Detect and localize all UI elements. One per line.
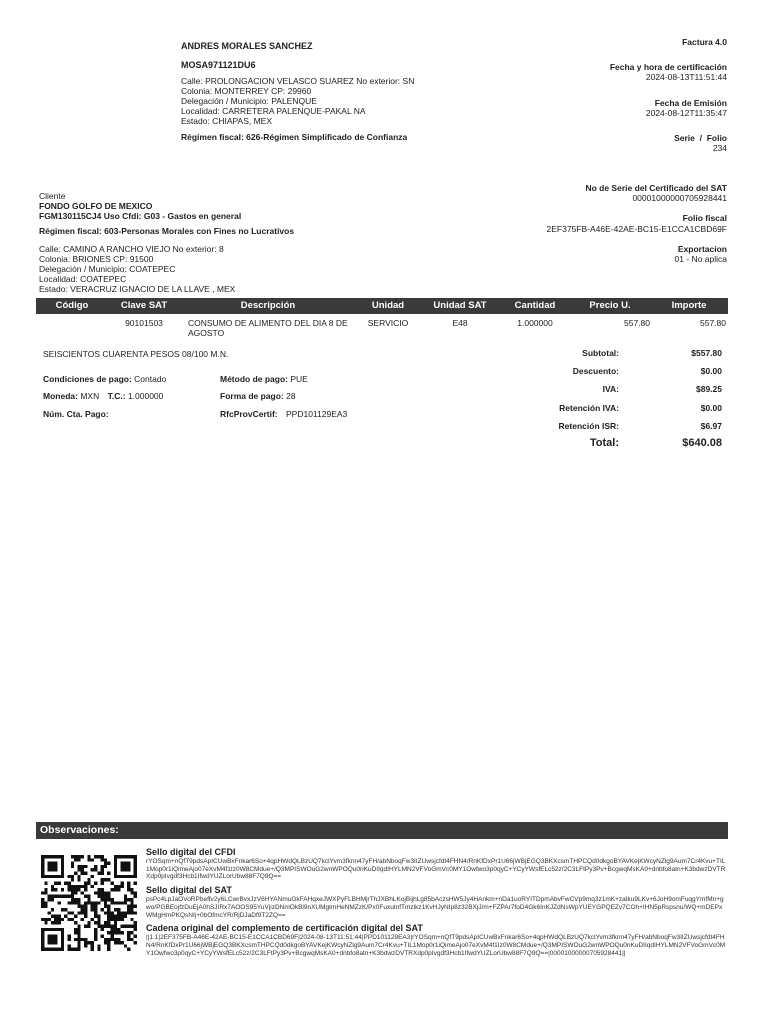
col-codigo: Código: [55, 300, 89, 312]
rfc-prov-value: PPD101129EA3: [286, 409, 348, 419]
col-importe: Importe: [671, 300, 707, 312]
moneda-value: MXN: [80, 391, 100, 401]
cliente-rfc-uso: FGM130115CJ4 Uso Cfdi: G03 - Gastos en general: [39, 211, 242, 221]
folio: 234: [712, 143, 727, 154]
ret-isr-label: Retención ISR:: [558, 421, 619, 431]
ret-iva-value: $0.00: [700, 403, 722, 413]
qr-code-icon: [41, 855, 137, 951]
subtotal-value: $557.80: [691, 348, 722, 358]
subtotal-label: Subtotal:: [582, 348, 619, 358]
tc-value: 1.000000: [127, 391, 164, 401]
col-unidad: Unidad: [371, 300, 405, 312]
observaciones-bar: [36, 822, 728, 839]
emisor-localidad: Localidad: CARRETERA PALENQUE-PAKAL NA: [181, 105, 366, 116]
cliente-delegacion: Delegación / Municipio: COATEPEC: [39, 264, 176, 274]
exportacion-label: Exportacion: [677, 243, 727, 254]
forma-value: 28: [286, 391, 296, 401]
certificado-info: [427, 183, 727, 264]
sello-sat-label: Sello digital del SAT: [146, 885, 232, 896]
cliente-regimen: Régimen fiscal: 603-Personas Morales con Fines no Lucrativos: [39, 226, 295, 236]
cell-precio: 557.80: [624, 318, 650, 328]
condiciones-pago: [43, 374, 166, 384]
tc-label: T.C.:: [107, 391, 126, 401]
cadena: ||1.1|2EF375FB-A46E-42AE-BC15-E1CCA1CBD69F|2024-08-13T11:51:44|PPD101129EA3|rYOSqm+nQfT9pdsApICUwBxFnkar6So+4qpHWdQLBzUQ7kclYvm3fknn47yFH/abNboqFw3IIZUwsjcfdt4FHN4/RnKfDxPr1U66jWBjEGQ3BKXcsmTHPCQd0dkgoBYAVKejKWcyNZlg9Aum7Cr4Kvu+TIL1Mop0r1iQimeAjo07eXvM4f1Iz0W8CMdue+/Q3MPISWOuG2wnWPOQu0nKuDIIqdIHYLMN2VFVoGmVc0MY1Owfwo3p0qyC+YCyYWsfELc52z/2C3LFtPy3Pv+BcgwqMsKA0+dnbfo8atn+K3bdwzDVTRXdp0pIvgdf3Hcb1IfwdYUZLorUbw88F7Q9Q==|00001000000705928441||: [146, 934, 726, 957]
conceptos-table: [36, 298, 728, 338]
emisor-delegacion: Delegación / Municipio: PALENQUE: [181, 95, 317, 106]
descuento-label: Descuento:: [572, 366, 619, 376]
condiciones-label: Condiciones de pago:: [43, 374, 132, 384]
cell-clave-sat: 90101503: [125, 318, 163, 328]
col-precio: Precio U.: [589, 300, 631, 312]
metodo-pago: [220, 374, 308, 384]
sellos-block: [146, 847, 728, 958]
cell-cantidad: 1.000000: [517, 318, 553, 328]
rfc-prov-label: RfcProvCertif:: [220, 409, 278, 419]
emisor-calle: Calle: PROLONGACION VELASCO SUAREZ No exterior: SN: [181, 75, 415, 86]
sello-sat: psPc4LpJaOVoRPbeffv2y6LCwrBvxJzV6HYANmuGkFAHqxeJWXPyFLBHMjrThJXBhLKojBijhLg85bAczsHW5Jy4HAnkm+nDa1uoRYITDpmAbvFwCVp9mq3z1mK+zaIku9LKv+6JoH9omFuqgYmfMn+gwo/PGBEojfzDuEjA0hSJIRx7AOOS95YuVjizDNmOkBl9nXUMgtmHeNMZzK/Px0FuxutnfTmzikz1KvHJyNIp8z32BXjJ/m+FZPAr7foD4Gk6InKJZdNsWpYUEYGPQEZv7COh+IHN5pRspsnu/WQ+mDEPxWMgHmPKQsNIj+0bOfmcYR/RjDJaDf9T2ZQ==: [146, 895, 724, 919]
factura-titulo: Factura 4.0: [682, 37, 727, 47]
cell-unidad: SERVICIO: [367, 318, 409, 328]
rfc-prov-certif: [220, 409, 347, 419]
ret-isr-value: $6.97: [700, 421, 722, 431]
cert-sat-label: No de Serie del Certificado del SAT: [585, 183, 727, 193]
iva-label: IVA:: [602, 384, 619, 394]
moneda: [43, 391, 163, 401]
cell-unidad-sat: E48: [452, 318, 468, 328]
table-row: [36, 314, 728, 338]
cell-codigo: [36, 318, 108, 338]
cell-importe: 557.80: [700, 318, 726, 328]
cliente-colonia: Colonia: BRIONES CP: 91500: [39, 254, 154, 264]
col-descripcion: Descripción: [240, 300, 296, 312]
col-cantidad: Cantidad: [514, 300, 556, 312]
iva-value: $89.25: [696, 384, 722, 394]
col-unidad-sat: Unidad SAT: [433, 300, 487, 312]
cert-sat: 00001000000705928441: [632, 193, 727, 204]
cliente-block: [39, 191, 369, 294]
exportacion: 01 - No aplica: [674, 253, 727, 264]
importe-letra: SEISCIENTOS CUARENTA PESOS 08/100 M.N.: [43, 349, 229, 359]
cliente-nombre: FONDO GOLFO DE MEXICO: [39, 201, 153, 211]
cliente-label: Cliente: [39, 191, 66, 201]
emisor-rfc: MOSA971121DU6: [181, 59, 256, 70]
folio-fiscal-label: Folio fiscal: [682, 213, 727, 224]
metodo-label: Método de pago:: [220, 374, 288, 384]
ret-iva-label: Retención IVA:: [559, 403, 619, 413]
emisor-regimen: Régimen fiscal: 626-Régimen Simplificado de Confianza: [181, 131, 408, 142]
sello-cfdi: rYOSqm+nQfT9pdsApICUwBxFnkar6So+4qpHWdQLBzUQ7kclYvm3fknn47yFH/abNboqFw3IIZUwsjcfdt4FHN4/RnKfDxPr1U66jWBjEGQ3BKXcsmTHPCQd0dkgoBYAVKejKWcyNZlg9Aum7Cr4Kvu+TIL1Mop0r1iQimeAjo07eXvM4f1Iz0W8CMdue+/Q3MPISWOuG2wnWPOQu0nKuDIIqdIHYLMN2VFVoGmVc0MY1Owfwo3p0qyC+YCyYWsfELc52z/2C3LFtPy3Pv+BcgwqMsKA0+dnbfo8atn+K3bdwzDVTRXdp0pIvgdf3Hcb1IfwdYUZLorUbw88F7Q9Q==: [146, 857, 726, 881]
moneda-label: Moneda:: [43, 391, 78, 401]
total-label: Total:: [589, 437, 619, 449]
emisor-estado: Estado: CHIAPAS, MEX: [181, 115, 273, 126]
cuenta-pago: [43, 409, 109, 419]
cell-descripcion: CONSUMO DE ALIMENTO DEL DIA 8 DE AGOSTO: [188, 318, 348, 338]
col-clave-sat: Clave SAT: [120, 300, 168, 312]
sello-cfdi-label: Sello digital del CFDI: [146, 847, 236, 857]
factura-info: [467, 37, 727, 153]
forma-pago: [220, 391, 296, 401]
metodo-value: PUE: [290, 374, 308, 384]
cuenta-label: Núm. Cta. Pago:: [43, 409, 109, 419]
table-header: [36, 298, 728, 314]
cadena-label: Cadena original del complemento de certificación digital del SAT: [146, 923, 423, 934]
cliente-estado: Estado: VERACRUZ IGNACIO DE LA LLAVE , MEX: [39, 284, 236, 294]
emisor-nombre: ANDRES MORALES SANCHEZ: [181, 41, 313, 51]
fecha-emision: 2024-08-12T11:35:47: [645, 107, 727, 118]
fecha-cert: 2024-08-13T11:51:44: [645, 72, 727, 83]
fecha-cert-label: Fecha y hora de certificación: [609, 62, 727, 73]
serie-folio-label: Serie / Folio: [674, 132, 727, 143]
fecha-emision-label: Fecha de Emisión: [654, 97, 727, 108]
folio-fiscal: 2EF375FB-A46E-42AE-BC15-E1CCA1CBD69F: [546, 223, 727, 234]
cliente-calle: Calle: CAMINO A RANCHO VIEJO No exterior: 8: [39, 244, 224, 254]
emisor-block: [181, 41, 481, 142]
forma-label: Forma de pago:: [220, 391, 284, 401]
observaciones-title: Observaciones:: [40, 824, 119, 837]
cliente-localidad: Localidad: COATEPEC: [39, 274, 127, 284]
emisor-colonia: Colonia: MONTERREY CP: 29960: [181, 85, 312, 96]
total-value: $640.08: [682, 437, 722, 449]
descuento-value: $0.00: [700, 366, 722, 376]
condiciones-value: Contado: [134, 374, 167, 384]
